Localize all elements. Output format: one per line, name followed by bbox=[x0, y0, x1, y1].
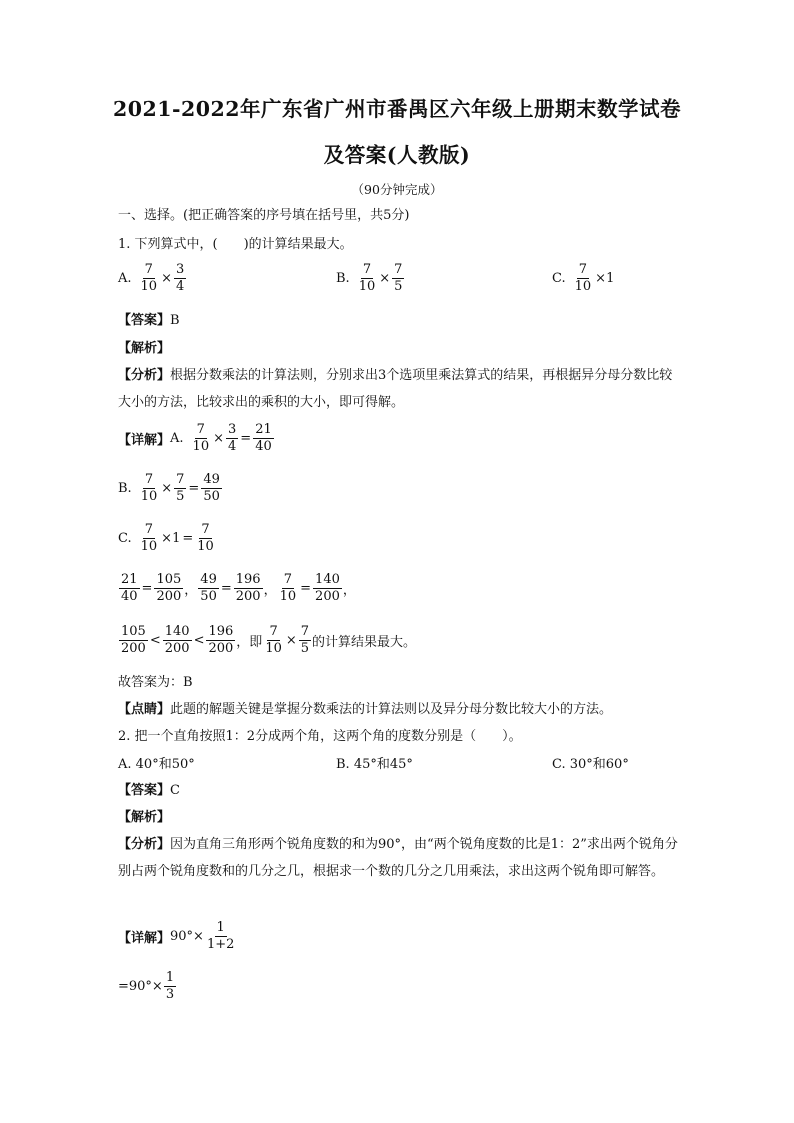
fraction: $\frac{7}{5}$ bbox=[300, 624, 310, 656]
q1-option-a: A. $\frac{7}{10}$ × $\frac{3}{4}$ bbox=[118, 262, 185, 294]
question-2-stem: 2. 把一个直角按照1：2分成两个角，这两个角的度数分别是（ ）。 bbox=[118, 729, 522, 744]
fraction: $\frac{196}{200}$ bbox=[208, 624, 234, 656]
q2-analysis-tag: 【解析】 bbox=[118, 810, 171, 825]
fraction: $\frac{21}{40}$ bbox=[255, 422, 272, 454]
q1-fenxi: 【分析】根据分数乘法的计算法则，分别求出3个选项里乘法算式的结果，再根据异分母分数比较大小的方法，比较求出的乘积的大小，即可得解。 bbox=[118, 368, 673, 410]
option-label: A. bbox=[118, 271, 132, 286]
fraction: $\frac{140}{200}$ bbox=[315, 572, 340, 604]
fraction: $\frac{105}{200}$ bbox=[121, 624, 146, 656]
fraction: $\frac{7}{10}$ bbox=[140, 522, 158, 554]
q1-answer: 【答案】B bbox=[118, 313, 180, 328]
fraction: $\frac{7}{5}$ bbox=[176, 472, 185, 504]
fraction: $\frac{196}{200}$ bbox=[235, 572, 261, 604]
fraction: $\frac{7}{5}$ bbox=[394, 262, 403, 294]
q1-dianjing: 【点睛】此题的解题关键是掌握分数乘法的计算法则以及异分母分数比较大小的方法。 bbox=[118, 702, 613, 717]
q1-detail-c: C. $\frac{7}{10}$ ×1 = $\frac{7}{10}$ bbox=[118, 522, 214, 554]
fraction: $\frac{7}{10}$ bbox=[279, 572, 297, 604]
q2-answer: 【答案】C bbox=[118, 783, 180, 798]
document-title-line1: 2021-2022年广东省广州市番禺区六年级上册期末数学试卷 bbox=[112, 97, 682, 121]
fraction: $\frac{1}{3}$ bbox=[165, 970, 175, 1002]
option-label: C. bbox=[552, 271, 566, 286]
fraction: $\frac{1}{1+2}$ bbox=[206, 920, 235, 952]
q1-common-denominator: $\frac{21}{40}$ = $\frac{105}{200}$ ， $\frac{49}{50}$ = $\frac{196}{200}$ ， $\frac{7}{10}$ = $\frac{140}{200}$ ， bbox=[121, 572, 356, 604]
fraction: $\frac{7}{10}$ bbox=[197, 522, 214, 554]
fraction: $\frac{7}{10}$ bbox=[358, 262, 376, 294]
option-label: B. bbox=[336, 271, 350, 286]
question-1-stem: 1. 下列算式中，( )的计算结果最大。 bbox=[118, 237, 353, 252]
fraction: $\frac{7}{10}$ bbox=[574, 262, 592, 294]
fraction: $\frac{21}{40}$ bbox=[121, 572, 138, 604]
q1-detail-b: B. $\frac{7}{10}$ × $\frac{7}{5}$ = $\frac{49}{50}$ bbox=[118, 472, 220, 504]
fraction: $\frac{49}{50}$ bbox=[203, 472, 220, 504]
q1-detail-a: 【详解】 A. $\frac{7}{10}$ × $\frac{3}{4}$ = $\frac{21}{40}$ bbox=[118, 422, 272, 454]
q1-option-b: B. $\frac{7}{10}$ × $\frac{7}{5}$ bbox=[336, 262, 403, 294]
q1-analysis-tag: 【解析】 bbox=[118, 341, 171, 356]
fraction: $\frac{7}{10}$ bbox=[140, 262, 158, 294]
fraction: $\frac{7}{10}$ bbox=[192, 422, 210, 454]
fraction: $\frac{49}{50}$ bbox=[200, 572, 217, 604]
fraction: $\frac{7}{10}$ bbox=[140, 472, 158, 504]
fraction: $\frac{7}{10}$ bbox=[265, 624, 282, 656]
fraction: $\frac{140}{200}$ bbox=[164, 624, 190, 656]
time-limit-note: （90分钟完成） bbox=[351, 182, 443, 197]
section-heading: 一、选择。(把正确答案的序号填在括号里，共5分) bbox=[118, 208, 410, 223]
document-title-line2: 及答案(人教版) bbox=[323, 143, 471, 167]
q2-detail-line1: 【详解】 90°× $\frac{1}{1+2}$ bbox=[118, 920, 235, 952]
q2-fenxi: 【分析】因为直角三角形两个锐角度数的和为90°，由“两个锐角度数的比是1：2”求出两个锐角分别占两个锐角度数和的几分之几，根据求一个数的几分之几用乘法，求出这两个锐角即可解答。 bbox=[118, 837, 678, 879]
q1-comparison: $\frac{105}{200}$ < $\frac{140}{200}$ < $\frac{196}{200}$ ，即 $\frac{7}{10}$ × $\frac{7}{5}$ 的计算结果最大。 bbox=[121, 624, 417, 656]
q2-option-c: C. 30°和60° bbox=[552, 757, 629, 772]
q2-option-a: A. 40°和50° bbox=[118, 757, 195, 772]
q1-option-c: C. $\frac{7}{10}$ ×1 bbox=[552, 262, 615, 294]
q2-detail-line2: =90°× $\frac{1}{3}$ bbox=[118, 970, 175, 1002]
q2-option-b: B. 45°和45° bbox=[336, 757, 413, 772]
fraction: $\frac{3}{4}$ bbox=[228, 422, 237, 454]
q1-conclusion: 故答案为：B bbox=[118, 675, 193, 690]
fraction: $\frac{3}{4}$ bbox=[175, 262, 185, 294]
fraction: $\frac{105}{200}$ bbox=[156, 572, 182, 604]
